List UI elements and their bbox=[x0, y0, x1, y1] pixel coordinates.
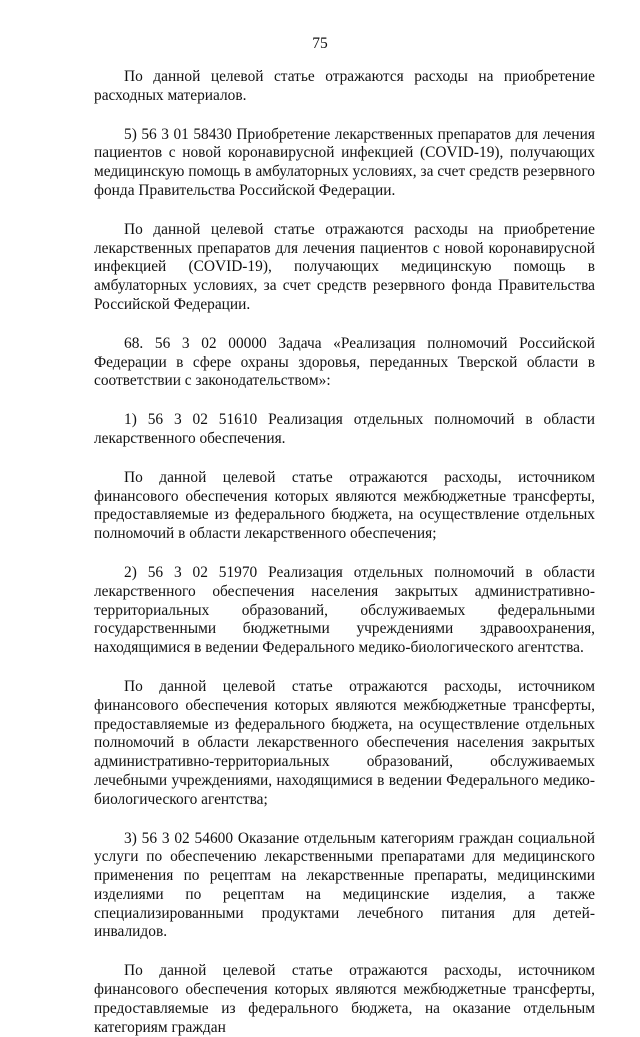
paragraph-item-51970: 2) 56 3 02 51970 Реализация отдельных полномочий в области лекарственного обеспечения населения закрытых административно-территориальных образований, обслуживаемых федеральными государственными бюджетными учреждениями здравоохранения, находящимися в ведении Федерального медико-биологического агентства. bbox=[94, 563, 595, 657]
paragraph-item-54600-description: По данной целевой статье отражаются расходы, источником финансового обеспечения которых являются межбюджетные трансферты, предоставляемые из федерального бюджета, на оказание отдельным категориям граждан bbox=[94, 962, 595, 1036]
paragraph-task-68: 68. 56 3 02 00000 Задача «Реализация полномочий Российской Федерации в сфере охраны здоровья, переданных Тверской области в соответствии с законодательством»: bbox=[94, 334, 595, 390]
paragraph-item-54600: 3) 56 3 02 54600 Оказание отдельным категориям граждан социальной услуги по обеспечению лекарственными препаратами для медицинского применения по рецептам на лекарственные препараты, медицинскими изделиями по рецептам на медицинские изделия, а также специализированными продуктами лечебного питания для детей-инвалидов. bbox=[94, 829, 595, 941]
paragraph-item-58430: 5) 56 3 01 58430 Приобретение лекарственных препаратов для лечения пациентов с новой коронавирусной инфекцией (COVID-19), получающих медицинскую помощь в амбулаторных условиях, за счет средств резервного фонда Правительства Российской Федерации. bbox=[94, 125, 595, 199]
paragraph-item-51970-description: По данной целевой статье отражаются расходы, источником финансового обеспечения которых являются межбюджетные трансферты, предоставляемые из федерального бюджета, на осуществление отдельных полномочий в области лекарственного обеспечения населения закрытых административно-территориальных образований, обслуживаемых лечебными учреждениями, находящимися в ведении Федерального медико-биологического агентства; bbox=[94, 677, 595, 808]
paragraph-expenses-materials: По данной целевой статье отражаются расходы на приобретение расходных материалов. bbox=[94, 68, 595, 104]
page-number: 75 bbox=[312, 35, 328, 52]
paragraph-item-51610: 1) 56 3 02 51610 Реализация отдельных полномочий в области лекарственного обеспечения. bbox=[94, 411, 595, 447]
paragraph-item-51610-description: По данной целевой статье отражаются расходы, источником финансового обеспечения которых являются межбюджетные трансферты, предоставляемые из федерального бюджета, на осуществление отдельных полномочий в области лекарственного обеспечения; bbox=[94, 468, 595, 543]
document-body bbox=[94, 68, 595, 1037]
paragraph-item-58430-description: По данной целевой статье отражаются расходы на приобретение лекарственных препаратов для лечения пациентов с новой коронавирусной инфекцией (COVID-19), получающих медицинскую помощь в амбулаторных условиях, за счет средств резервного фонда Правительства Российской Федерации. bbox=[94, 220, 595, 313]
